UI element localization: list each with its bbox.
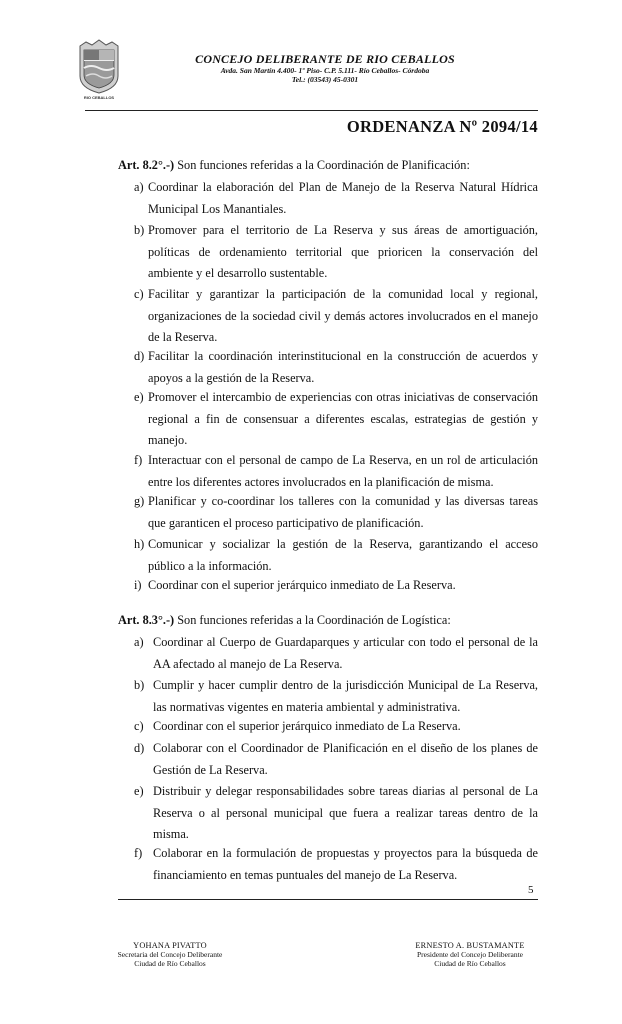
article-8-2-heading [118, 158, 470, 173]
item-text: Comunicar y socializar la gestión de la Reserva, garantizando el acceso público a la información. [148, 537, 538, 573]
item-text: Colaborar en la formulación de propuestas y proyectos para la búsqueda de financiamiento en temas puntuales del manejo de La Reserva. [153, 846, 538, 882]
list-item [134, 450, 538, 493]
item-label: i) [134, 578, 142, 592]
item-text: Coordinar con el superior jerárquico inmediato de La Reserva. [153, 719, 461, 733]
item-label: e) [134, 784, 144, 798]
municipal-crest-logo [76, 38, 122, 96]
item-text: Distribuir y delegar responsabilidades sobre tareas diarias al personal de La Reserva o al personal municipal que fuera a realizar tareas dentro de la misma. [153, 784, 538, 841]
item-text: Promover el intercambio de experiencias con otras iniciativas de conservación regional a fin de consensuar a diferentes escalas, estrategias de gestión y manejo. [148, 390, 538, 447]
list-item [134, 534, 538, 577]
list-item [134, 781, 538, 846]
list-item [134, 491, 538, 534]
signature-block-secretary [110, 941, 230, 968]
item-text: Planificar y co-coordinar los talleres con la comunidad y las diversas tareas que garanticen el proceso participativo de planificación. [148, 494, 538, 530]
list-item [134, 177, 538, 220]
article-8-2-intro: Son funciones referidas a la Coordinación de Planificación: [174, 158, 470, 172]
signatory-place: Ciudad de Río Ceballos [134, 959, 206, 968]
item-label: f) [134, 453, 143, 467]
item-label: a) [134, 635, 144, 649]
list-item [134, 220, 538, 285]
list-item [134, 387, 538, 452]
crest-label: RIO CEBALLOS [83, 95, 115, 100]
letterhead-phone: Tel.: (03543) 45-0301 [291, 75, 359, 84]
signatory-name: ERNESTO A. BUSTAMANTE [415, 941, 525, 950]
list-item [134, 843, 538, 886]
signatory-name: YOHANA PIVATTO [133, 941, 207, 950]
item-text: Coordinar al Cuerpo de Guardaparques y articular con todo el personal de la AA afectado al manejo de La Reserva. [153, 635, 538, 671]
item-label: c) [134, 719, 144, 733]
item-text: Colaborar con el Coordinador de Planificación en el diseño de los planes de Gestión de La Reserva. [153, 741, 538, 777]
item-text: Promover para el territorio de La Reserva y sus áreas de amortiguación, políticas de ordenamiento territorial que prioricen la conservación del ambiente y el desarrollo sustentable. [148, 223, 538, 280]
article-8-3-heading [118, 613, 451, 628]
item-label: b) [134, 678, 145, 692]
list-item [134, 738, 538, 781]
item-label: g) [134, 494, 145, 508]
list-item [134, 675, 538, 718]
item-text: Cumplir y hacer cumplir dentro de la jurisdicción Municipal de La Reserva, las normativas vigentes en materia ambiental y administrativa. [153, 678, 538, 714]
item-label: h) [134, 537, 145, 551]
item-label: b) [134, 223, 145, 237]
article-8-3-number: Art. 8.3°.-) [118, 613, 175, 627]
item-text: Coordinar la elaboración del Plan de Manejo de la Reserva Natural Hídrica Municipal Los Manantiales. [148, 180, 538, 216]
footer-divider [118, 899, 538, 900]
letterhead-title: CONCEJO DELIBERANTE DE RIO CEBALLOS [195, 52, 455, 66]
page-number: 5 [528, 884, 534, 896]
item-label: d) [134, 349, 145, 363]
item-text: Coordinar con el superior jerárquico inmediato de La Reserva. [148, 578, 456, 592]
item-label: c) [134, 287, 144, 301]
ordinance-title: ORDENANZA Nº 2094/14 [346, 117, 538, 136]
item-label: d) [134, 741, 145, 755]
item-label: f) [134, 846, 143, 860]
item-label: e) [134, 390, 144, 404]
signatory-place: Ciudad de Río Ceballos [434, 959, 506, 968]
list-item [134, 575, 538, 597]
header-divider [85, 110, 538, 111]
item-text: Interactuar con el personal de campo de La Reserva, en un rol de articulación entre los diferentes actores involucrados en la planificación de misma. [148, 453, 538, 489]
item-label: a) [134, 180, 144, 194]
list-item [134, 632, 538, 675]
item-text: Facilitar y garantizar la participación de la comunidad local y regional, organizaciones de la sociedad civil y demás actores involucrados en el manejo de la Reserva. [148, 287, 538, 344]
item-text: Facilitar la coordinación interinstitucional en la construcción de acuerdos y apoyos a la gestión de la Reserva. [148, 349, 538, 385]
list-item [134, 284, 538, 349]
list-item [134, 716, 538, 738]
article-8-3-intro: Son funciones referidas a la Coordinación de Logística: [174, 613, 451, 627]
signatory-role: Secretaria del Concejo Deliberante [117, 950, 223, 959]
letterhead [150, 53, 500, 84]
article-8-2-number: Art. 8.2°.-) [118, 158, 175, 172]
letterhead-address: Avda. San Martín 4.400- 1º Piso- C.P. 5.111- Río Ceballos- Córdoba [220, 66, 430, 75]
list-item [134, 346, 538, 389]
signatory-role: Presidente del Concejo Deliberante [416, 950, 523, 959]
signature-block-president [400, 941, 540, 968]
